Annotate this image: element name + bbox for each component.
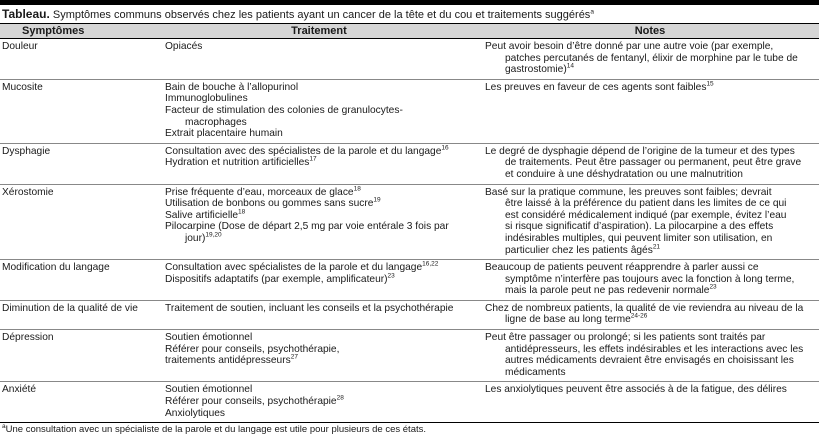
symptom-cell: Mucosite bbox=[0, 79, 157, 143]
line-text: Dispositifs adaptatifs (par exemple, amplificateur) bbox=[165, 273, 388, 285]
line-text: Consultation avec spécialistes de la parole et du langage bbox=[165, 262, 423, 274]
cell-line bbox=[165, 262, 479, 274]
cell-line bbox=[485, 245, 817, 257]
cell-line bbox=[165, 187, 479, 199]
cell-line bbox=[165, 128, 479, 140]
line-text: gastrostomie) bbox=[505, 64, 567, 76]
reference-number: 19 bbox=[373, 196, 381, 204]
line-text: et conduire à une déshydratation ou une malnutrition bbox=[505, 168, 743, 180]
line-text: Les preuves en faveur de ces agents sont faibles bbox=[485, 81, 707, 93]
cell-line bbox=[485, 210, 817, 222]
line-text: si risque significatif d’aspiration). La pilocarpine a des effets bbox=[505, 221, 774, 233]
line-text: patches percutanés de fentanyl, élixir de morphine par le tube de bbox=[505, 52, 798, 64]
header-treatment: Traitement bbox=[157, 24, 481, 39]
cell-line bbox=[165, 210, 479, 222]
symptom-cell: Anxiété bbox=[0, 382, 157, 423]
top-rule bbox=[0, 0, 819, 5]
line-text: Anxiolytiques bbox=[165, 407, 226, 419]
line-text: ligne de base au long terme bbox=[505, 314, 631, 326]
line-text: est considéré médicalement indiqué (par exemple, évitez l’eau bbox=[505, 209, 787, 221]
line-text: Chez de nombreux patients, la qualité de vie reviendra au niveau de la bbox=[485, 302, 804, 314]
symptom-cell: Diminution de la qualité de vie bbox=[0, 300, 157, 329]
table-row bbox=[0, 330, 819, 382]
cell-line bbox=[165, 233, 479, 245]
line-text: traitements antidépresseurs bbox=[165, 355, 291, 367]
line-text: Facteur de stimulation des colonies de granulocytes- bbox=[165, 104, 403, 116]
table-row bbox=[0, 382, 819, 423]
cell-line bbox=[485, 157, 817, 169]
cell-line bbox=[485, 146, 817, 158]
treatment-cell bbox=[157, 39, 481, 80]
cell-line bbox=[165, 303, 479, 315]
cell-line bbox=[165, 117, 479, 129]
notes-cell bbox=[481, 330, 819, 382]
table-header-row bbox=[0, 24, 819, 39]
symptom-cell: Dysphagie bbox=[0, 143, 157, 184]
cell-line bbox=[485, 367, 817, 379]
line-text: Référer pour conseils, psychothérapie, bbox=[165, 343, 340, 355]
symptom-cell: Modification du langage bbox=[0, 260, 157, 301]
cell-line bbox=[165, 198, 479, 210]
treatment-cell bbox=[157, 300, 481, 329]
reference-number: 17 bbox=[309, 155, 317, 163]
line-text: Bain de bouche à l’allopurinol bbox=[165, 81, 299, 93]
notes-cell bbox=[481, 184, 819, 260]
cell-line bbox=[485, 355, 817, 367]
notes-cell bbox=[481, 39, 819, 80]
line-text: de traitements. Peut être passager ou permanent, peut être grave bbox=[505, 157, 802, 169]
line-text: Peut avoir besoin d’être donné par une autre voie (par exemple, bbox=[485, 41, 774, 52]
line-text: Opiacés bbox=[165, 41, 203, 52]
notes-cell bbox=[481, 382, 819, 423]
reference-number: 16 bbox=[441, 144, 449, 152]
cell-line bbox=[485, 64, 817, 76]
table-row bbox=[0, 143, 819, 184]
cell-line bbox=[165, 384, 479, 396]
cell-line bbox=[165, 93, 479, 105]
treatment-cell bbox=[157, 382, 481, 423]
table-row bbox=[0, 300, 819, 329]
line-text: antidépresseurs, les effets indésirables et les interactions avec les bbox=[505, 343, 804, 355]
treatment-cell bbox=[157, 184, 481, 260]
table-row bbox=[0, 79, 819, 143]
line-text: Soutien émotionnel bbox=[165, 384, 253, 396]
reference-number: 14 bbox=[566, 62, 574, 70]
header-notes: Notes bbox=[481, 24, 819, 39]
cell-line bbox=[485, 53, 817, 65]
line-text: médicaments bbox=[505, 366, 566, 378]
cell-line bbox=[165, 332, 479, 344]
line-text: Traitement de soutien, incluant les conseils et la psychothérapie bbox=[165, 302, 454, 314]
line-text: symptôme n’interfère pas toujours avec la fonction à long terme, bbox=[505, 273, 795, 285]
line-text: Immunoglobulines bbox=[165, 93, 248, 105]
cell-line bbox=[165, 344, 479, 356]
caption-footnote-mark: a bbox=[590, 8, 594, 16]
cell-line bbox=[485, 344, 817, 356]
line-text: autres médicaments devraient être envisagés en choisissant les bbox=[505, 355, 794, 367]
line-text: particulier chez les patients âgés bbox=[505, 244, 653, 256]
reference-number: 24-26 bbox=[630, 313, 648, 321]
treatment-cell bbox=[157, 143, 481, 184]
cell-line bbox=[165, 408, 479, 420]
table-body bbox=[0, 39, 819, 423]
footnote-text: Une consultation avec un spécialiste de la parole et du langage est utile pour plusieurs de ces états. bbox=[5, 424, 426, 436]
reference-number: 18 bbox=[353, 185, 361, 193]
symptom-cell: Dépression bbox=[0, 330, 157, 382]
line-text: Soutien émotionnel bbox=[165, 332, 253, 344]
line-text: Beaucoup de patients peuvent réapprendre à parler aussi ce bbox=[485, 262, 759, 274]
header-symptoms: Symptômes bbox=[0, 24, 157, 39]
cell-line bbox=[485, 198, 817, 210]
cell-line bbox=[485, 221, 817, 233]
treatment-cell bbox=[157, 260, 481, 301]
cell-line bbox=[485, 332, 817, 344]
reference-number: 21 bbox=[652, 243, 661, 251]
notes-cell bbox=[481, 143, 819, 184]
cell-line bbox=[485, 233, 817, 245]
caption-text: Symptômes communs observés chez les patients ayant un cancer de la tête et du cou et traitements suggérés bbox=[52, 9, 591, 21]
line-text: Le degré de dysphagie dépend de l’origine de la tumeur et des types bbox=[485, 145, 795, 157]
footnote-mark: a bbox=[2, 423, 6, 431]
cell-line bbox=[165, 274, 479, 286]
notes-cell bbox=[481, 79, 819, 143]
line-text: Peut être passager ou prolongé; si les patients sont traités par bbox=[485, 332, 766, 344]
reference-number: 23 bbox=[387, 272, 395, 280]
reference-number: 16,22 bbox=[422, 260, 439, 268]
reference-number: 18 bbox=[238, 208, 246, 216]
cell-line bbox=[485, 41, 817, 53]
line-text: Utilisation de bonbons ou gommes sans sucre bbox=[165, 198, 374, 210]
cell-line bbox=[485, 262, 817, 274]
cell-line bbox=[165, 105, 479, 117]
cell-line bbox=[165, 41, 479, 53]
reference-number: 28 bbox=[336, 394, 344, 402]
reference-number: 15 bbox=[706, 80, 714, 88]
footnote bbox=[2, 424, 819, 436]
reference-number: 19,20 bbox=[205, 231, 222, 239]
symptoms-table bbox=[0, 23, 819, 423]
treatment-cell bbox=[157, 330, 481, 382]
cell-line bbox=[485, 314, 817, 326]
reference-number: 27 bbox=[290, 353, 298, 361]
line-text: indésirables multiples, qui peuvent limiter son utilisation, en bbox=[505, 232, 773, 244]
symptom-cell: Douleur bbox=[0, 39, 157, 80]
cell-line bbox=[165, 146, 479, 158]
line-text: être laissé à la préférence du patient dans les limites de ce qui bbox=[505, 198, 787, 210]
line-text: Référer pour conseils, psychothérapie bbox=[165, 396, 337, 408]
line-text: Basé sur la pratique commune, les preuves sont faibles; devrait bbox=[485, 186, 772, 198]
cell-line bbox=[485, 82, 817, 94]
table-row bbox=[0, 39, 819, 80]
cell-line bbox=[165, 82, 479, 94]
cell-line bbox=[485, 169, 817, 181]
table-row bbox=[0, 260, 819, 301]
line-text: macrophages bbox=[185, 116, 247, 128]
cell-line bbox=[165, 157, 479, 169]
cell-line bbox=[485, 303, 817, 315]
table-caption bbox=[2, 7, 819, 22]
line-text: Les anxiolytiques peuvent être associés à de la fatigue, des délires bbox=[485, 384, 787, 396]
cell-line bbox=[165, 355, 479, 367]
notes-cell bbox=[481, 260, 819, 301]
line-text: Hydration et nutrition artificielles bbox=[165, 157, 310, 169]
cell-line bbox=[485, 384, 817, 396]
cell-line bbox=[485, 285, 817, 297]
line-text: Consultation avec des spécialistes de la parole et du langage bbox=[165, 145, 442, 157]
line-text: Salive artificielle bbox=[165, 209, 239, 221]
line-text: Pilocarpine (Dose de départ 2,5 mg par voie entérale 3 fois par bbox=[165, 221, 449, 233]
cell-line bbox=[165, 396, 479, 408]
notes-cell bbox=[481, 300, 819, 329]
line-text: mais la parole peut ne pas redevenir normale bbox=[505, 285, 710, 297]
reference-number: 23 bbox=[709, 283, 717, 291]
treatment-cell bbox=[157, 79, 481, 143]
line-text: Extrait placentaire humain bbox=[165, 128, 283, 140]
table-row bbox=[0, 184, 819, 260]
symptom-cell: Xérostomie bbox=[0, 184, 157, 260]
line-text: jour) bbox=[185, 232, 206, 244]
caption-label: Tableau. bbox=[2, 7, 50, 21]
cell-line bbox=[485, 187, 817, 199]
line-text: Prise fréquente d’eau, morceaux de glace bbox=[165, 186, 354, 198]
cell-line bbox=[485, 274, 817, 286]
